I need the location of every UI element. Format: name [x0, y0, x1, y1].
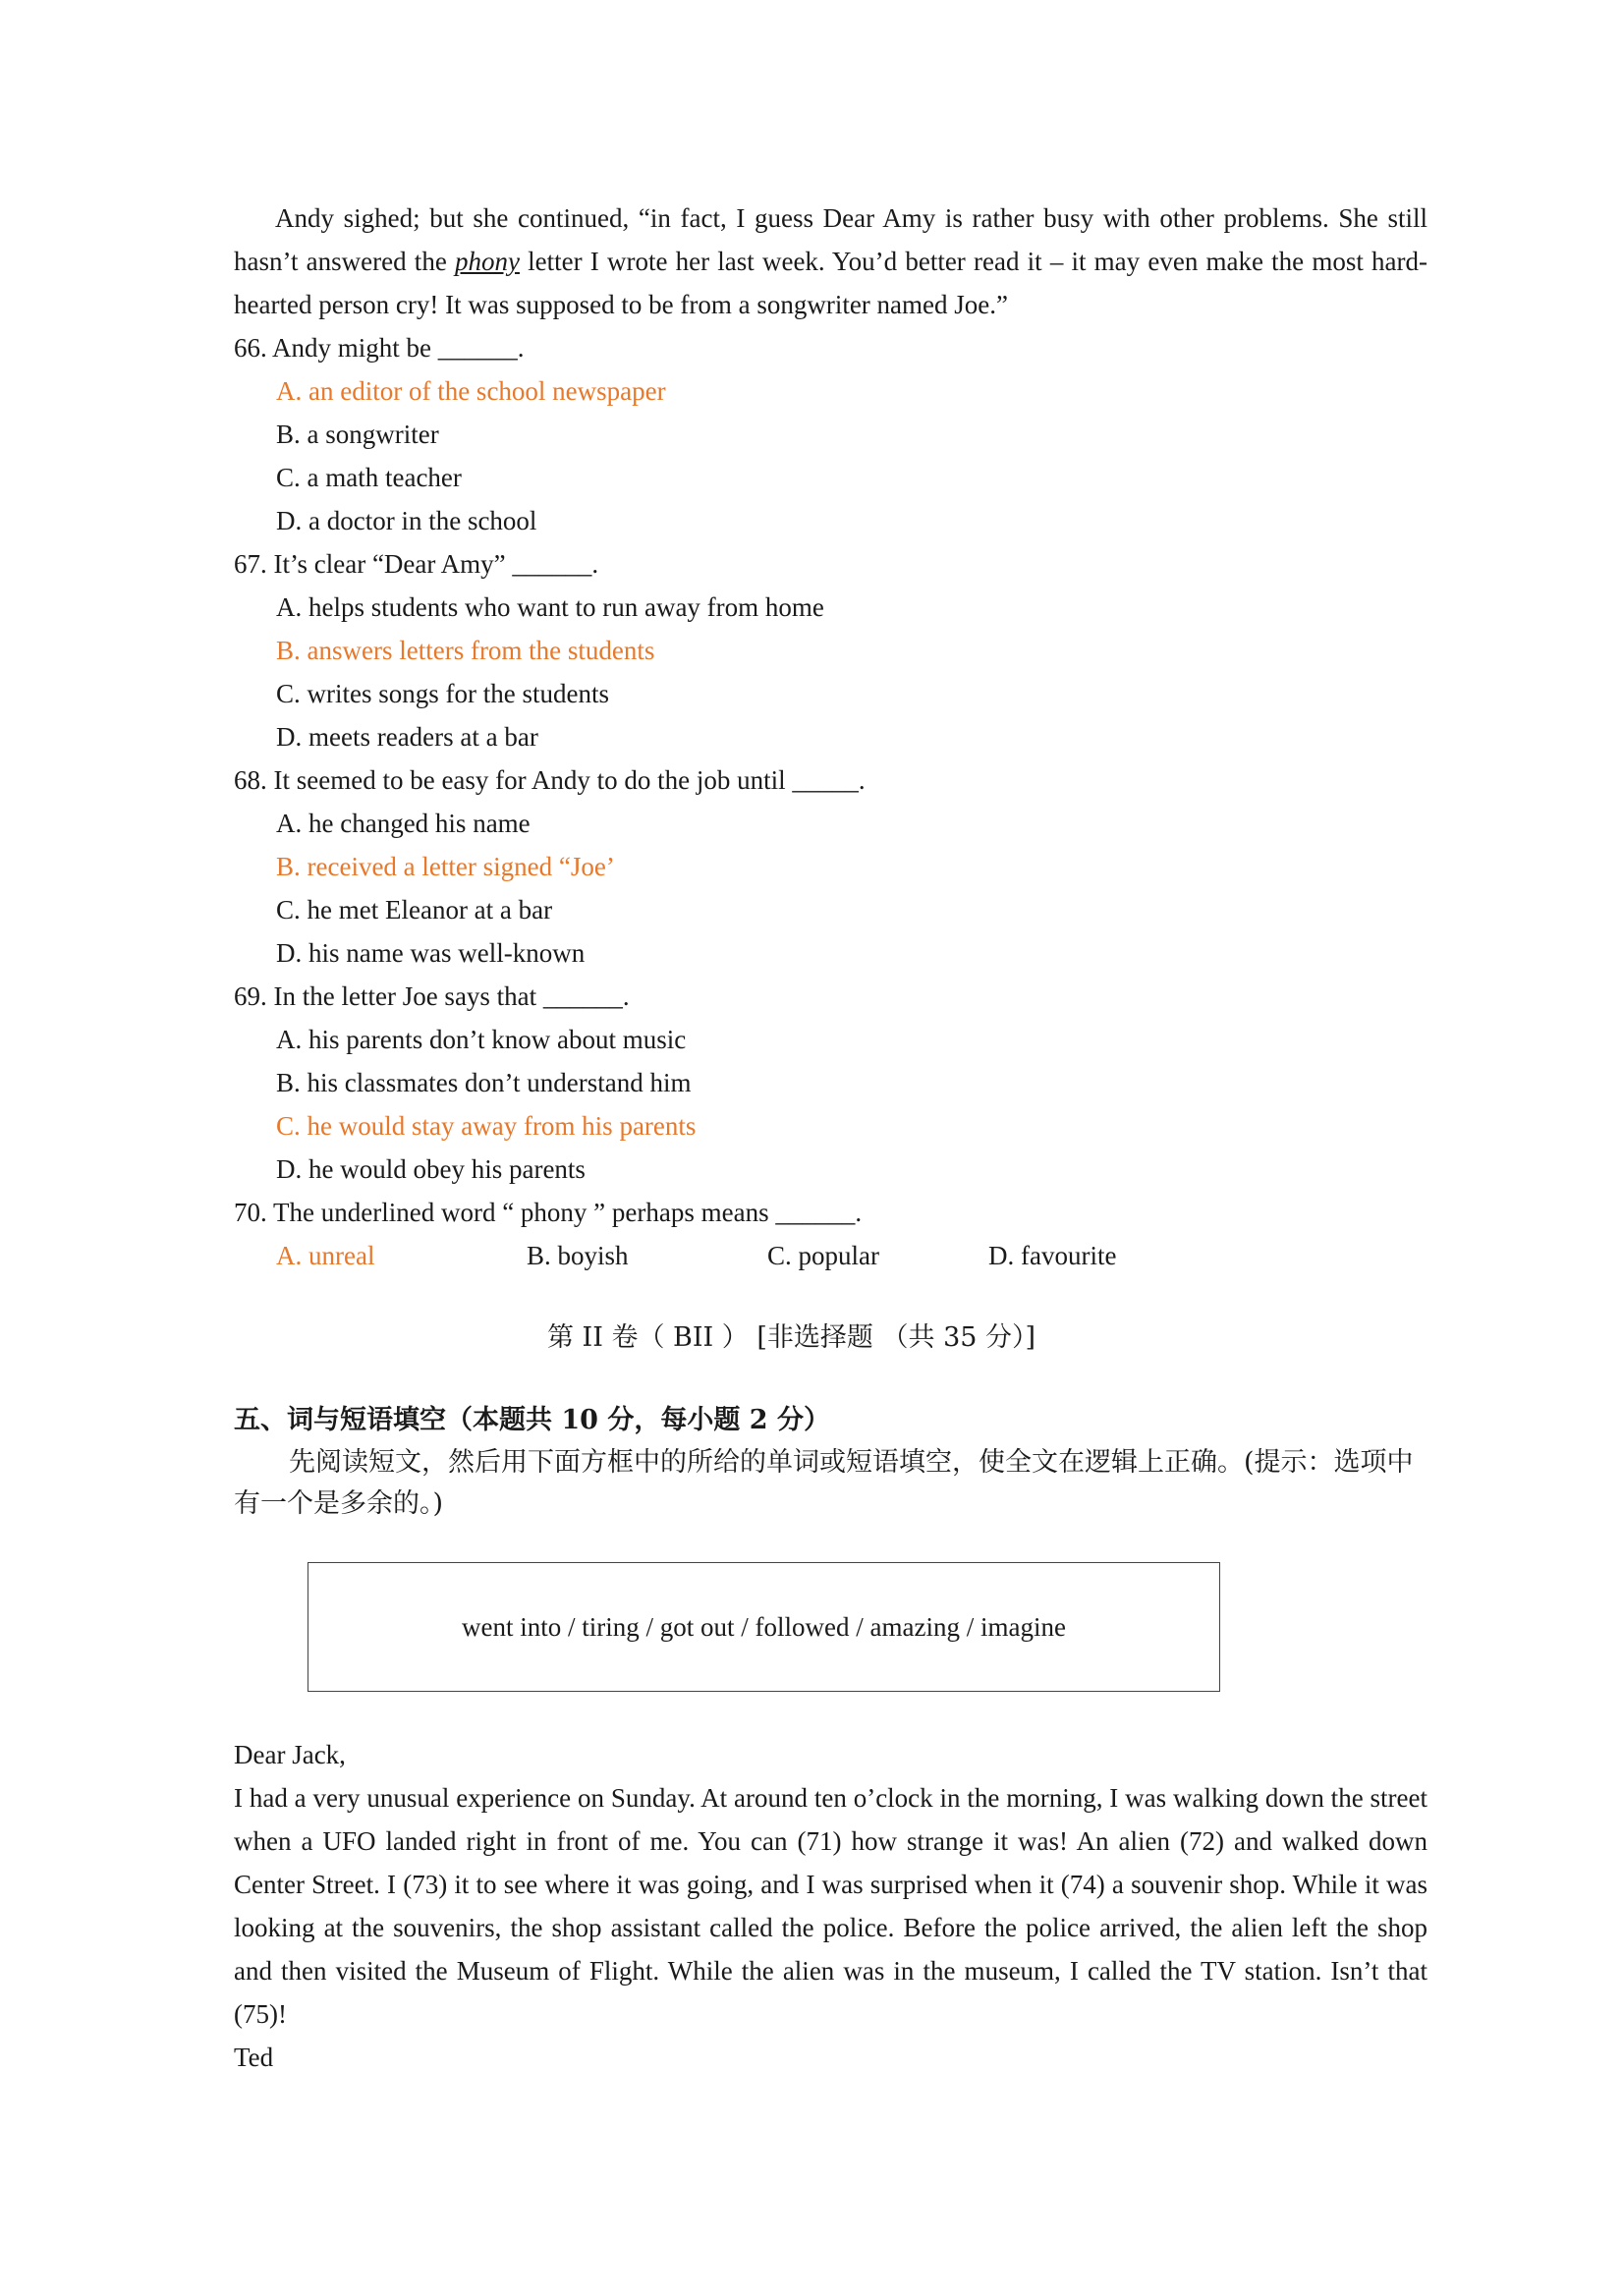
question-stem: 70. The underlined word “ phony ” perhaps means ______. [234, 1198, 863, 1227]
option-correct: B. answers letters from the students [276, 636, 655, 665]
option-correct: A. unreal [276, 1241, 375, 1270]
option-row [234, 1234, 1427, 1277]
letter-signature: Ted [234, 2043, 274, 2072]
word-box [308, 1562, 1220, 1692]
option-correct: C. he would stay away from his parents [276, 1111, 697, 1141]
option-correct: A. an editor of the school newspaper [276, 376, 666, 406]
option: D. his name was well-known [276, 938, 586, 968]
option: C. writes songs for the students [276, 679, 609, 708]
option: C. popular [767, 1241, 879, 1270]
section-heading: 五、词与短语填空（本题共 10 分，每小题 2 分） [234, 1405, 830, 1435]
question-stem: 66. Andy might be ______. [234, 333, 525, 363]
question-stem: 67. It’s clear “Dear Amy” ______. [234, 549, 599, 579]
option: A. his parents don’t know about music [276, 1025, 687, 1054]
option-correct: B. received a letter signed “Joe’ [276, 852, 615, 881]
option: C. he met Eleanor at a bar [276, 895, 553, 924]
option: B. boyish [527, 1241, 629, 1270]
reading-passage [234, 196, 1427, 326]
letter-greeting: Dear Jack, [234, 1740, 346, 1769]
passage-text-after: letter I wrote her last week. You’d better read it – it may even make the most hard-hearted person cry! It was supposed to be from a songwriter named Joe.” [234, 247, 1427, 319]
question-stem: 69. In the letter Joe says that ______. [234, 981, 630, 1011]
option: B. a songwriter [276, 420, 439, 449]
option: D. meets readers at a bar [276, 722, 538, 752]
option: A. he changed his name [276, 809, 531, 838]
option: C. a math teacher [276, 463, 462, 492]
option: A. helps students who want to run away from home [276, 592, 824, 622]
underlined-word: phony [454, 247, 520, 276]
word-box-text: went into / tiring / got out / followed / amazing / imagine [462, 1611, 1066, 1642]
option: D. he would obey his parents [276, 1154, 586, 1184]
option: B. his classmates don’t understand him [276, 1068, 692, 1097]
question-stem: 68. It seemed to be easy for Andy to do the job until _____. [234, 765, 866, 795]
passage-text-before: Andy sighed; but she continued, “in fact, I guess Dear Amy is rather busy with other problems. She still hasn’t answered the [234, 203, 1427, 276]
letter-body: I had a very unusual experience on Sunday. At around ten o’clock in the morning, I was walking down the street when a UFO landed right in front of me. You can (71) how strange it was! An alien (72) and walked down Center Street. I (73) it to see where it was going, and I was surprised when it (74) a souvenir shop. While it was looking at the souvenirs, the shop assistant called the police. Before the police arrived, the alien left the shop and then visited the Museum of Flight. While the alien was in the museum, I called the TV station. Isn’t that (75)! [234, 1783, 1427, 2029]
letter [234, 1733, 1427, 2079]
option: D. favourite [988, 1241, 1117, 1270]
section-instructions: 先阅读短文，然后用下面方框中的所给的单词或短语填空，使全文在逻辑上正确。(提示：选项中有一个是多余的。) [234, 1447, 1414, 1519]
exam-page [234, 196, 1427, 2079]
section-title: 第 II 卷（ BII ） [非选择题 （共 35 分）] [546, 1322, 1036, 1353]
option: D. a doctor in the school [276, 506, 537, 535]
